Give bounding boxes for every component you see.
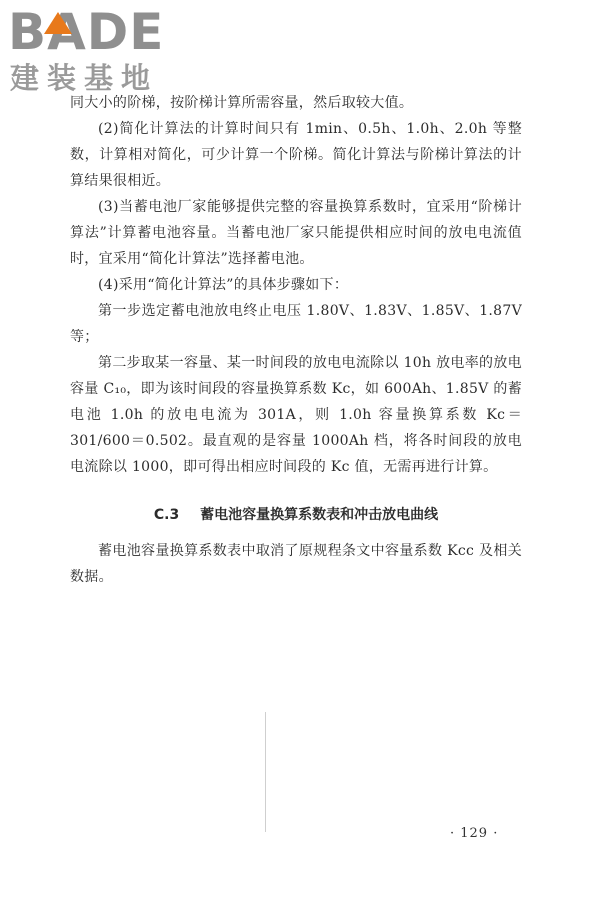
logo-subtitle: 建装基地 (10, 61, 159, 95)
section-paragraph: 蓄电池容量换算系数表中取消了原规程条文中容量系数 Kcc 及相关数据。 (70, 543, 522, 585)
bade-logo (8, 4, 178, 94)
paragraph-step-2: 第二步取某一容量、某一时间段的放电电流除以 10h 放电率的放电容量 C₁₀，即为该时间段的容量换算系数 Kc，如 600Ah、1.85V 的蓄电池 1.0h 的放电电流为 301A，则 1.0h 容量换算系数 Kc＝301/600＝0.502。最直观的是容量 1000Ah 档，将各时间段的放电电流除以 1000，即可得出相应时间段的 Kc 值，无需再进行计算。 (70, 355, 522, 475)
page-number: · 129 · (450, 826, 499, 841)
logo-accent-triangle (44, 12, 72, 34)
paragraph-item-4: (4)采用“简化计算法”的具体步骤如下： (98, 277, 349, 293)
scan-artifact-line (265, 712, 266, 832)
section-title: 蓄电池容量换算系数表和冲击放电曲线 (200, 507, 439, 523)
section-heading (70, 502, 522, 528)
paragraph-item-2: (2)简化计算法的计算时间只有 1min、0.5h、1.0h、2.0h 等整数，计算相对简化，可少计算一个阶梯。简化计算法与阶梯计算法的计算结果很相近。 (70, 121, 522, 189)
logo-wordmark: BADE (8, 3, 165, 61)
section-number: C.3 (153, 507, 180, 523)
document-body (70, 90, 522, 590)
paragraph-continuation: 同大小的阶梯，按阶梯计算所需容量，然后取较大值。 (70, 95, 414, 111)
paragraph-item-3: (3)当蓄电池厂家能够提供完整的容量换算系数时，宜采用“阶梯计算法”计算蓄电池容量。当蓄电池厂家只能提供相应时间的放电电流值时，宜采用“简化计算法”选择蓄电池。 (70, 199, 522, 267)
paragraph-step-1: 第一步选定蓄电池放电终止电压 1.80V、1.83V、1.85V、1.87V 等； (70, 303, 522, 345)
